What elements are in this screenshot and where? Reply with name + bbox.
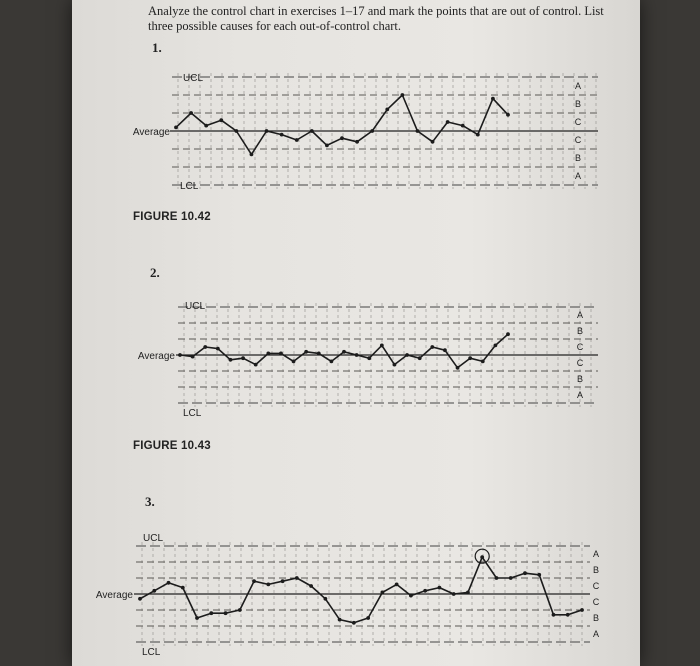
data-point (280, 133, 284, 137)
data-point (325, 144, 329, 148)
exercise-2-number: 2. (150, 265, 160, 280)
data-point (191, 355, 195, 359)
data-point (468, 356, 472, 360)
data-point (393, 363, 397, 367)
data-point (395, 583, 399, 587)
data-point (370, 129, 374, 133)
data-point (254, 363, 258, 367)
data-point (266, 352, 270, 356)
data-point (491, 97, 495, 101)
data-point (580, 608, 584, 612)
data-point (138, 597, 142, 601)
ucl-label: UCL (183, 73, 204, 84)
data-point (481, 360, 485, 364)
data-point (204, 124, 208, 128)
data-point (380, 344, 384, 348)
data-point (409, 594, 413, 598)
data-point (506, 113, 510, 117)
data-point (452, 592, 456, 596)
data-point (385, 108, 389, 112)
data-point (537, 573, 541, 577)
zone-label-a: A (574, 171, 582, 181)
zone-label-b: B (574, 99, 582, 109)
zone-label-c: C (592, 597, 600, 607)
zone-label-a: A (592, 549, 600, 559)
data-point (209, 611, 213, 615)
control-chart-1 (133, 73, 598, 192)
ucl-label: UCL (143, 533, 164, 544)
data-point (342, 350, 346, 354)
data-point (446, 120, 450, 124)
data-point (418, 356, 422, 360)
zone-label-c: C (592, 581, 600, 591)
data-point (443, 348, 447, 352)
zone-label-c: C (576, 358, 584, 368)
data-point (304, 350, 308, 354)
data-point (340, 136, 344, 140)
figure-10-43-label: FIGURE 10.43 (133, 440, 211, 452)
data-point (189, 111, 193, 115)
zone-label-c: C (574, 117, 582, 127)
data-point (366, 616, 370, 620)
data-point (523, 571, 527, 575)
data-point (355, 353, 359, 357)
data-point (367, 356, 371, 360)
data-point (480, 555, 484, 559)
data-point (461, 124, 465, 128)
data-point (295, 138, 299, 142)
data-point (195, 616, 199, 620)
average-label: Average (95, 590, 133, 601)
data-point (495, 576, 499, 580)
data-point (241, 356, 245, 360)
data-point (493, 344, 497, 348)
zone-label-a: A (576, 310, 584, 320)
data-point (355, 140, 359, 144)
zone-label-c: C (574, 135, 582, 145)
ucl-label: UCL (185, 301, 206, 312)
data-point (234, 129, 238, 133)
zone-label-a: A (576, 390, 584, 400)
data-point (295, 576, 299, 580)
data-point (229, 358, 233, 362)
data-line (176, 95, 508, 154)
data-point (181, 586, 185, 590)
zone-label-b: B (574, 153, 582, 163)
data-point (265, 129, 269, 133)
data-point (281, 579, 285, 583)
data-point (423, 589, 427, 593)
data-point (238, 608, 242, 612)
data-point (252, 579, 256, 583)
data-point (552, 613, 556, 617)
lcl-label: LCL (142, 647, 161, 658)
data-point (338, 618, 342, 622)
data-point (203, 345, 207, 349)
lcl-label: LCL (183, 408, 202, 419)
data-point (323, 597, 327, 601)
control-chart-3 (96, 533, 600, 658)
data-point (310, 129, 314, 133)
data-point (509, 576, 513, 580)
data-point (430, 345, 434, 349)
data-point (456, 366, 460, 370)
data-point (416, 129, 420, 133)
average-label: Average (137, 351, 175, 362)
zone-label-b: B (592, 613, 600, 623)
data-point (431, 140, 435, 144)
data-point (566, 613, 570, 617)
data-point (400, 93, 404, 97)
exercise-3-number: 3. (145, 494, 155, 509)
data-point (466, 591, 470, 595)
instructions-text: Analyze the control chart in exercises 1–17 and mark the points that are out of control. List three possible causes for each out-of-control chart. (148, 4, 604, 33)
zone-label-c: C (576, 342, 584, 352)
data-point (219, 118, 223, 122)
data-point (216, 347, 220, 351)
data-point (224, 611, 228, 615)
data-point (317, 352, 321, 356)
data-point (506, 332, 510, 336)
zone-label-b: B (592, 565, 600, 575)
zone-label-a: A (574, 81, 582, 91)
figure-10-42-label: FIGURE 10.42 (133, 211, 211, 223)
zone-label-a: A (592, 629, 600, 639)
average-label: Average (132, 127, 170, 138)
zone-label-b: B (576, 326, 584, 336)
data-point (329, 360, 333, 364)
data-point (352, 621, 356, 625)
data-point (178, 353, 182, 357)
data-point (380, 591, 384, 595)
data-point (167, 581, 171, 585)
lcl-label: LCL (180, 181, 199, 192)
zone-label-b: B (576, 374, 584, 384)
data-point (438, 586, 442, 590)
data-point (476, 133, 480, 137)
data-point (250, 153, 254, 157)
data-point (292, 360, 296, 364)
control-chart-2 (138, 301, 598, 419)
data-point (174, 126, 178, 130)
data-point (266, 583, 270, 587)
data-point (405, 353, 409, 357)
data-point (152, 589, 156, 593)
exercise-1-number: 1. (152, 40, 162, 55)
data-point (279, 352, 283, 356)
data-point (309, 584, 313, 588)
